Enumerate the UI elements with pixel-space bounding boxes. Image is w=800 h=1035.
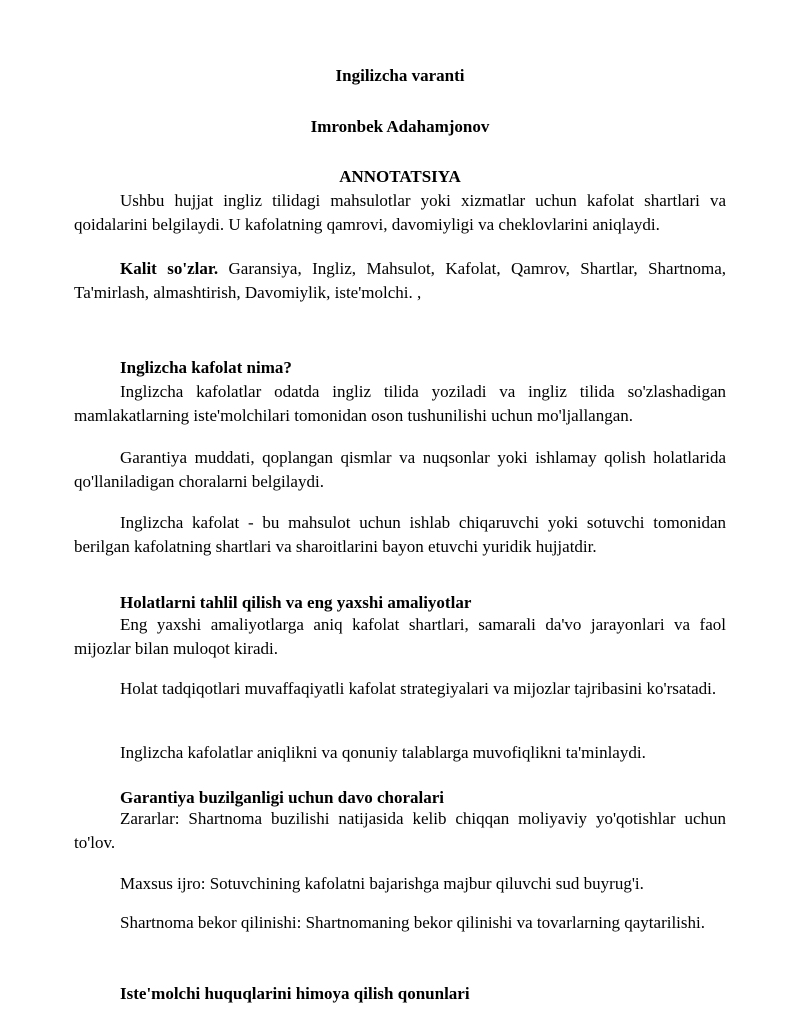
document-title: Ingilizcha varanti (335, 66, 465, 85)
section-heading: Iste'molchi huquqlarini himoya qilish qonunlari (120, 984, 470, 1003)
section-paragraph: Eng yaxshi amaliyotlarga aniq kafolat shartlari, samarali da'vo jarayonlari va faol mijozlar bilan muloqot kiradi. (74, 615, 726, 658)
keywords-paragraph (74, 257, 726, 305)
section-paragraph: Holat tadqiqotlari muvaffaqiyatli kafolat strategiyalari va mijozlar tajribasini ko'rsatadi. (120, 679, 717, 698)
section-paragraph: Inglizcha kafolatlar odatda ingliz tilida yoziladi va ingliz tilida so'zlashadigan mamlakatlarning iste'molchilari tomonidan oson tushunilishi uchun mo'ljallangan. (74, 382, 726, 425)
section-paragraph: Garantiya muddati, qoplangan qismlar va nuqsonlar yoki ishlamay qolish holatlarida qo'llaniladigan choralarni belgilaydi. (74, 448, 726, 491)
section-paragraph: Shartnoma bekor qilinishi: Shartnomaning bekor qilinishi va tovarlarning qaytarilishi. (120, 913, 705, 932)
section-paragraph: Maxsus ijro: Sotuvchining kafolatni bajarishga majbur qiluvchi sud buyrug'i. (120, 874, 644, 893)
section-paragraph: Inglizcha kafolat - bu mahsulot uchun ishlab chiqaruvchi yoki sotuvchi tomonidan berilgan kafolatning shartlari va sharoitlarini bayon etuvchi yuridik hujjatdir. (74, 513, 726, 556)
keywords-label: Kalit so'zlar. (120, 259, 219, 278)
section-heading: Inglizcha kafolat nima? (120, 358, 292, 377)
document-author: Imronbek Adahamjonov (310, 117, 490, 136)
section-paragraph: Zararlar: Shartnoma buzilishi natijasida kelib chiqqan moliyaviy yo'qotishlar uchun to'lov. (74, 809, 726, 852)
keywords-text: Garansiya, Ingliz, Mahsulot, Kafolat, Qamrov, Shartlar, Shartnoma, Ta'mirlash, almashtirish, Davomiylik, iste'molchi. , (74, 259, 726, 302)
annotation-heading: ANNOTATSIYA (339, 167, 461, 186)
section-heading: Garantiya buzilganligi uchun davo choralari (120, 788, 444, 807)
annotation-paragraph: Ushbu hujjat ingliz tilidagi mahsulotlar yoki xizmatlar uchun kafolat shartlari va qoidalarini belgilaydi. U kafolatning qamrovi, davomiyligi va cheklovlarini aniqlaydi. (74, 191, 726, 234)
section-paragraph: Inglizcha kafolatlar aniqlikni va qonuniy talablarga muvofiqlikni ta'minlaydi. (120, 743, 646, 762)
section-heading: Holatlarni tahlil qilish va eng yaxshi amaliyotlar (120, 593, 472, 612)
